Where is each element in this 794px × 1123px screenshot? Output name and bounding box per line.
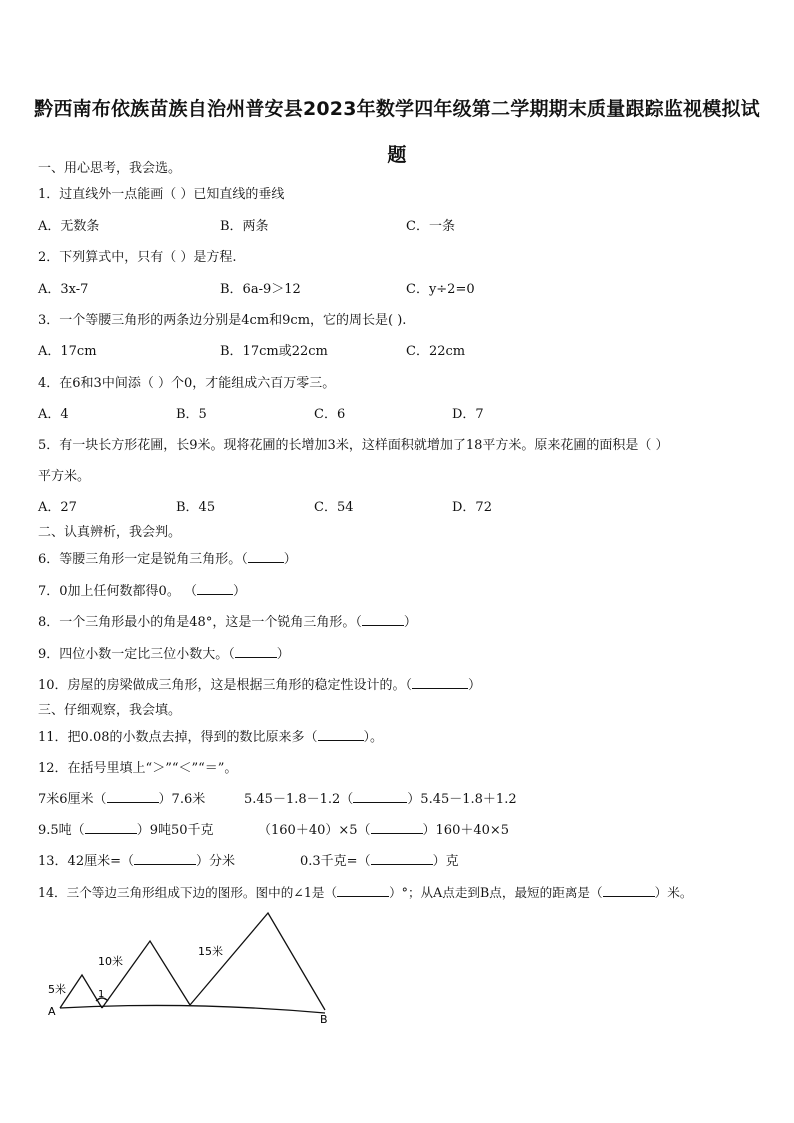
q12-item-1-right: ）7.6米 [158,792,206,807]
question-11 [38,728,383,747]
triangles-figure [40,905,340,1025]
q14-text-1: 14．三个等边三角形组成下边的图形。图中的∠1是（ [38,885,338,900]
answer-blank[interactable] [371,852,433,865]
q3-option-c: C．22cm [406,344,466,359]
question-5: 5．有一块长方形花圃，长9米。现将花圃的长增加3米，这样面积就增加了18平方米。原来花圃的面积是（ ） [38,438,669,453]
q5-option-a: A．27 [38,500,77,515]
q12-item-1-left: 7米6厘米（ [38,792,107,807]
q3-option-a: A．17cm [38,344,97,359]
question-13-a [38,852,235,871]
q1-option-b: B．两条 [220,219,269,234]
q4-option-b: B．5 [176,407,207,422]
q2-option-a: A．3x-7 [38,282,89,297]
q12-item-2-left: 5.45－1.8－1.2（ [244,792,354,807]
q12-item-3 [38,821,214,840]
question-14 [38,884,692,902]
q11-text: 11．把0.08的小数点去掉，得到的数比原来多（ [38,730,318,745]
question-13-b [300,852,459,871]
question-7 [38,582,246,601]
q13-a-left: 13．42厘米=（ [38,854,134,869]
question-9 [38,645,290,664]
answer-blank[interactable] [412,676,468,689]
q13-b-left: 0.3千克=（ [300,854,371,869]
q14-text-3: ）米。 [654,885,693,900]
section-heading-3: 三、仔细观察，我会填。 [38,703,182,718]
answer-blank[interactable] [248,550,284,563]
q6-close: ） [283,552,297,567]
q5-option-c: C．54 [314,500,354,515]
label-angle-1: 1 [98,989,105,1000]
question-4: 4．在6和3中间添（ ）个0，才能组成六百万零三。 [38,376,336,391]
q12-item-1 [38,790,205,809]
q1-option-a: A．无数条 [38,219,100,234]
answer-blank[interactable] [337,884,389,897]
q8-close: ） [403,615,417,630]
q12-item-3-right: ）9吨50千克 [136,823,214,838]
q12-item-4-left: （160＋40）×5（ [258,823,371,838]
q7-close: ） [232,584,246,599]
label-5m: 5米 [48,983,66,996]
q14-text-2: ）°；从A点走到B点，最短的距离是（ [389,885,603,900]
answer-blank[interactable] [85,821,137,834]
q9-close: ） [276,647,290,662]
answer-blank[interactable] [318,728,364,741]
small-triangle [60,975,105,1008]
q3-option-b: B．17cm或22cm [220,344,328,359]
label-15m: 15米 [198,945,223,958]
q12-item-2-right: ）5.45－1.8＋1.2 [407,792,517,807]
medium-triangle [102,941,190,1008]
title-line-1: 黔西南布依族苗族自治州普安县2023年数学四年级第二学期期末质量跟踪监视模拟试 [34,98,760,120]
q4-option-d: D．7 [452,407,484,422]
q5-option-d: D．72 [452,500,492,515]
section-heading-1: 一、用心思考，我会选。 [38,161,182,176]
answer-blank[interactable] [353,790,407,803]
large-triangle [190,913,325,1010]
q2-option-b: B．6a-9＞12 [220,282,301,297]
base-line [60,1005,325,1013]
q4-option-c: C．6 [314,407,346,422]
label-point-a: A [48,1005,56,1018]
question-10 [38,676,481,695]
question-2: 2．下列算式中，只有（ ）是方程. [38,250,237,265]
q10-text: 10．房屋的房梁做成三角形，这是根据三角形的稳定性设计的。（ [38,678,413,693]
q12-item-2 [244,790,517,809]
question-8 [38,613,417,632]
q12-item-3-left: 9.5吨（ [38,823,85,838]
q13-b-right: ）克 [432,854,459,869]
q5-option-b: B．45 [176,500,216,515]
question-6 [38,550,297,569]
answer-blank[interactable] [371,821,423,834]
question-1: 1．过直线外一点能画（ ）已知直线的垂线 [38,187,285,202]
q1-option-c: C．一条 [406,219,455,234]
question-3: 3．一个等腰三角形的两条边分别是4cm和9cm，它的周长是( ). [38,313,407,328]
q10-close: ） [468,678,482,693]
answer-blank[interactable] [235,645,277,658]
label-10m: 10米 [98,955,123,968]
answer-blank[interactable] [603,884,655,897]
answer-blank[interactable] [362,613,404,626]
q13-a-right: ）分米 [195,854,235,869]
question-5-cont: 平方米。 [38,469,91,484]
q7-text: 7．0加上任何数都得0。 （ [38,584,197,599]
answer-blank[interactable] [197,582,233,595]
q12-item-4 [258,821,509,840]
q12-item-4-right: ）160＋40×5 [422,823,510,838]
q2-option-c: C．y÷2=0 [406,282,475,297]
q8-text: 8．一个三角形最小的角是48°，这是一个锐角三角形。（ [38,615,362,630]
label-point-b: B [320,1013,328,1025]
q11-close: ）。 [363,730,384,745]
q9-text: 9．四位小数一定比三位小数大。（ [38,647,235,662]
answer-blank[interactable] [134,852,196,865]
title-line-2: 题 [387,144,407,166]
q6-text: 6．等腰三角形一定是锐角三角形。（ [38,552,248,567]
question-12: 12．在括号里填上“＞”“＜”“＝”。 [38,761,238,776]
q4-option-a: A．4 [38,407,69,422]
answer-blank[interactable] [107,790,159,803]
section-heading-2: 二、认真辨析，我会判。 [38,525,182,540]
